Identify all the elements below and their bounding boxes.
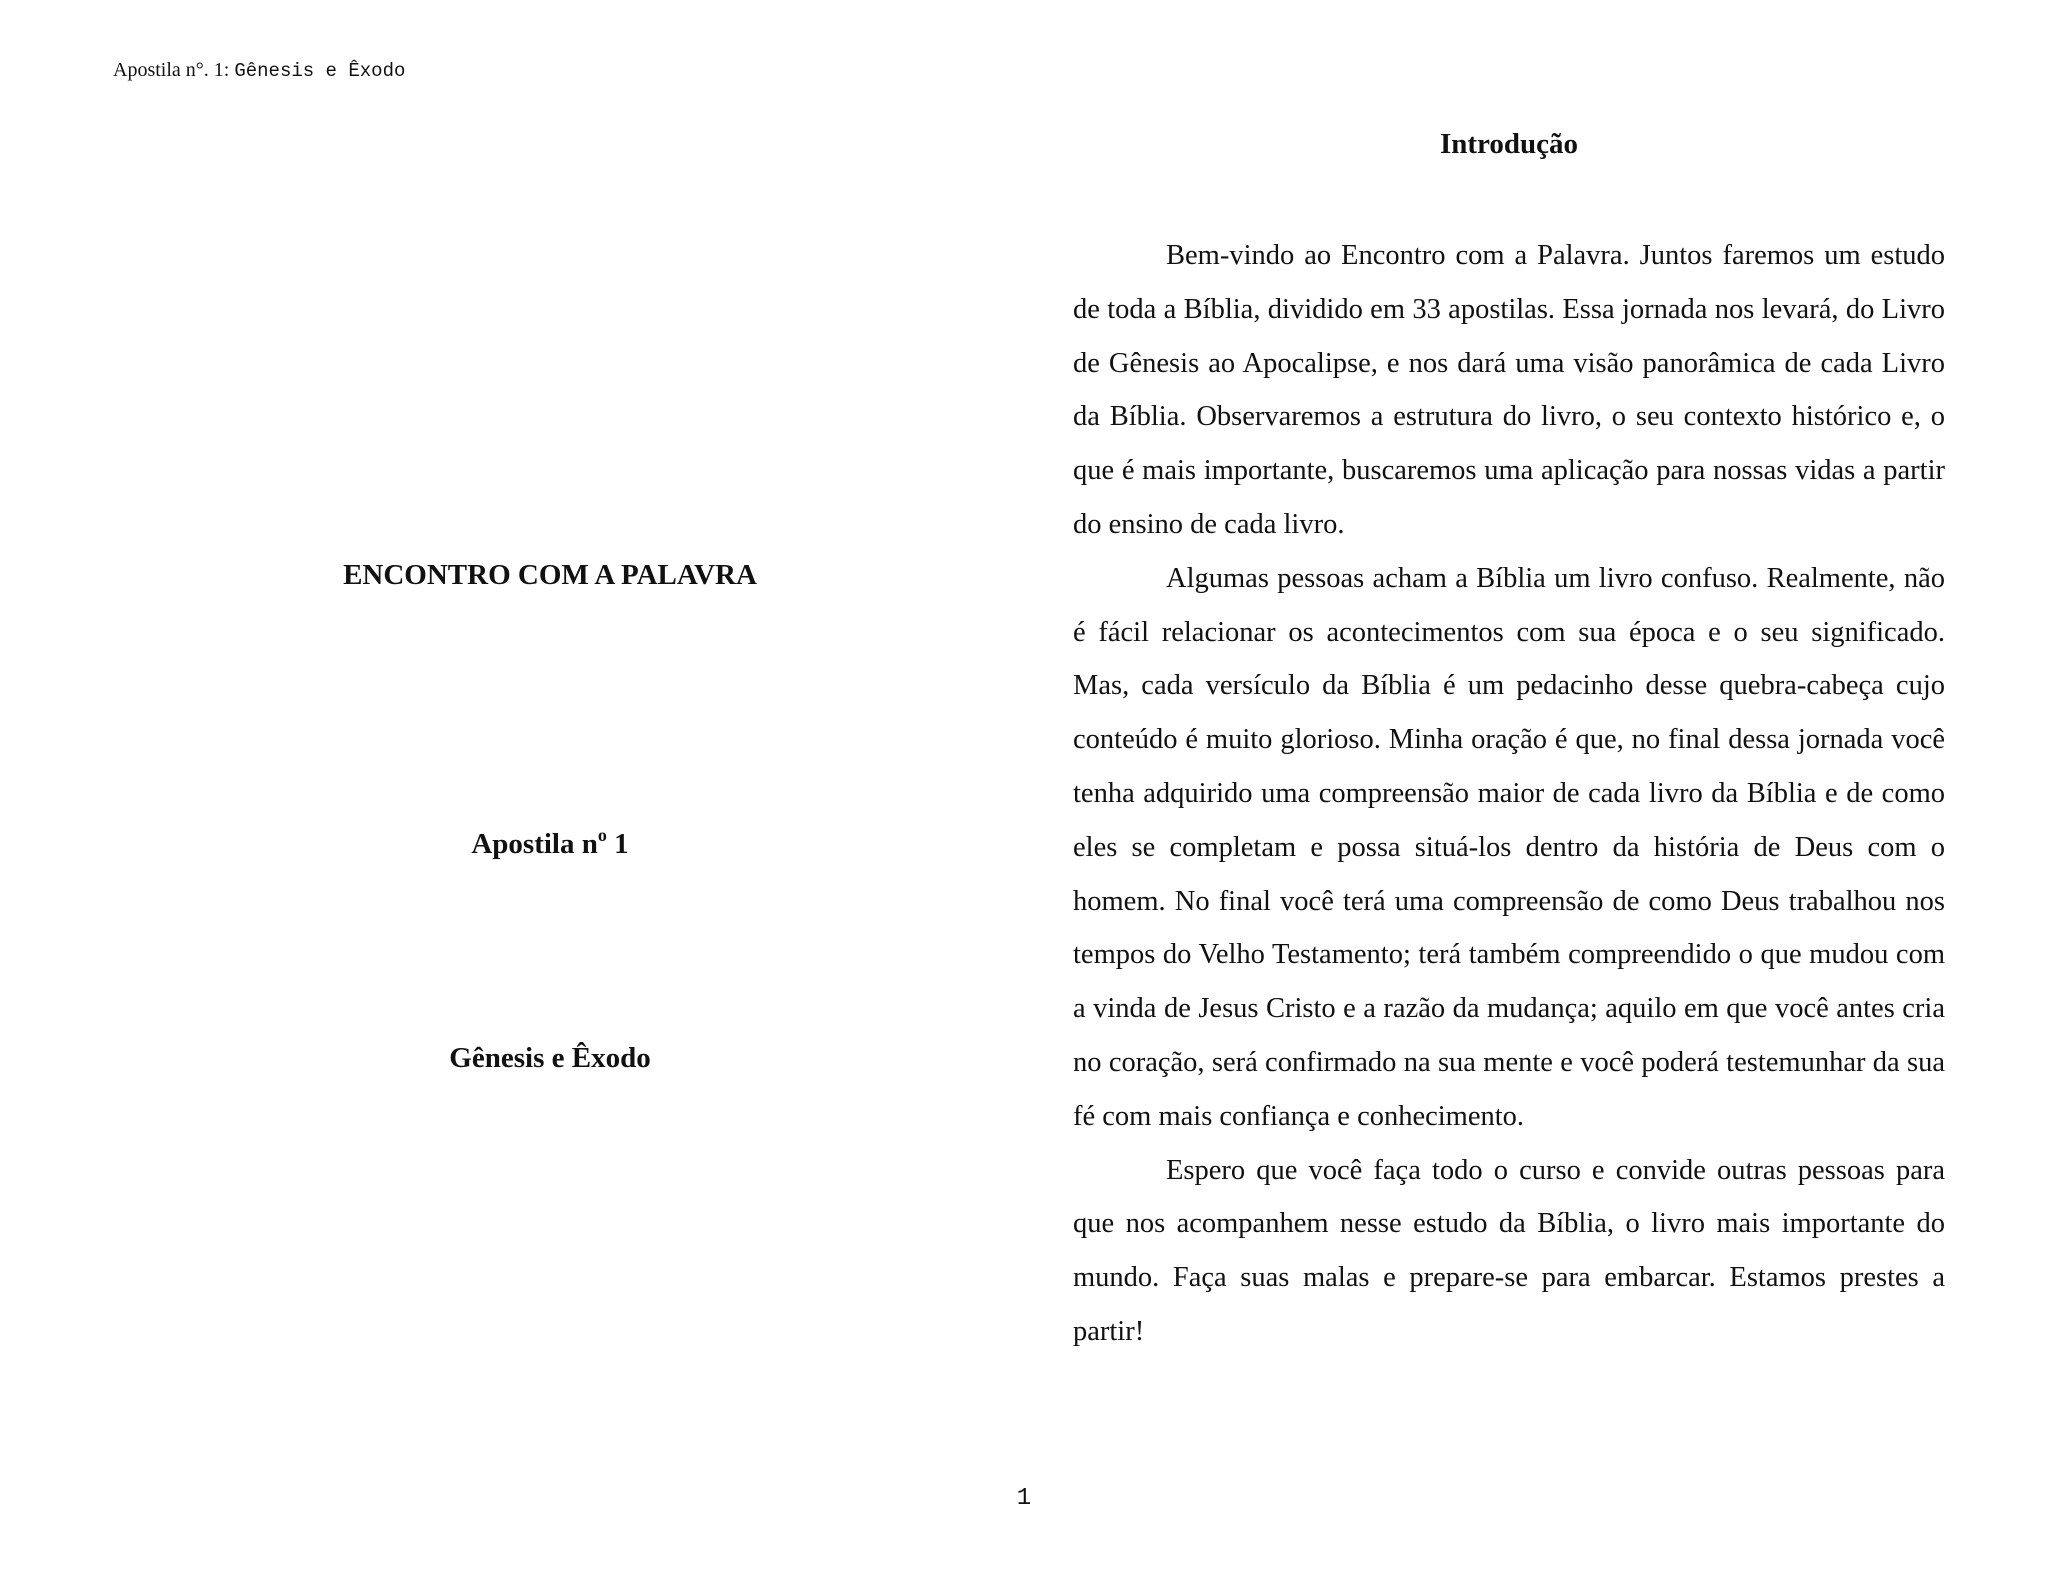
booklet-label <box>0 824 1100 864</box>
page-number: 1 <box>1016 1485 1032 1512</box>
booklet-subject: Gênesis e Êxodo <box>449 1042 651 1074</box>
running-header-number: n°. 1: <box>185 59 230 81</box>
running-header-subject: Gênesis e Êxodo <box>234 60 406 82</box>
introduction-body <box>1073 229 1945 1359</box>
introduction-paragraph: Bem-vindo ao Encontro com a Palavra. Juntos faremos um estudo de toda a Bíblia, dividido em 33 apostilas. Essa jornada nos levará, do Livro de Gênesis ao Apocalipse, e nos dará uma visão panorâmica de cada Livro da Bíblia. Observaremos a estrutura do livro, o seu contexto histórico e, o que é mais importante, buscaremos uma aplicação para nossas vidas a partir do ensino de cada livro. <box>1073 240 1945 540</box>
introduction-heading: Introdução <box>1439 128 1579 160</box>
booklet-number: 1 <box>614 828 629 860</box>
introduction-paragraph: Espero que você faça todo o curso e convide outras pessoas para que nos acompanhem nesse estudo da Bíblia, o livro mais importante do mundo. Faça suas malas e prepare-se para embarcar. Estamos prestes a partir! <box>1073 1154 1945 1347</box>
booklet-prefix: Apostila n <box>471 828 598 860</box>
introduction-paragraph: Algumas pessoas acham a Bíblia um livro confuso. Realmente, não é fácil relacionar os acontecimentos com sua época e o seu significado. Mas, cada versículo da Bíblia é um pedacinho desse quebra-cabeça cujo conteúdo é muito glorioso. Minha oração é que, no final dessa jornada você tenha adquirido uma compreensão maior de cada livro da Bíblia e de como eles se completam e possa situá-los dentro da história de Deus com o homem. No final você terá uma compreensão de como Deus trabalhou nos tempos do Velho Testamento; terá também compreendido o que mudou com a vinda de Jesus Cristo e a razão da mudança; aquilo em que você antes cria no coração, será confirmado na sua mente e você poderá testemunhar da sua fé com mais confiança e conhecimento. <box>1073 562 1945 1132</box>
booklet-ordinal: o <box>597 825 607 845</box>
series-title: ENCONTRO COM A PALAVRA <box>343 559 757 591</box>
running-header-prefix: Apostila <box>113 59 181 81</box>
running-header <box>113 56 405 85</box>
